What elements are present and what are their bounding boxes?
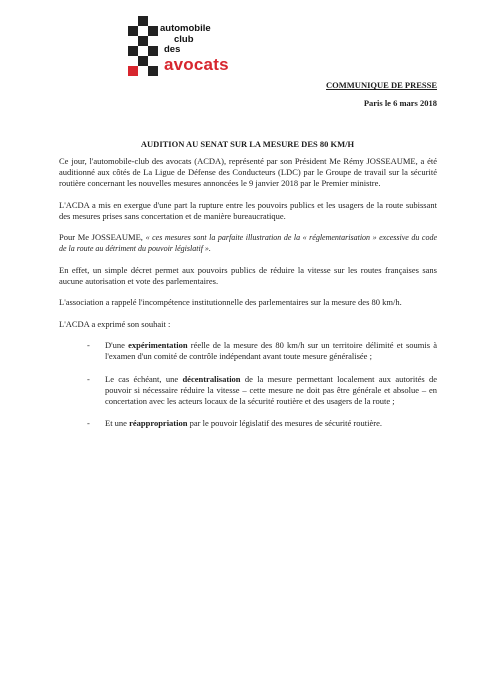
wish-text-before: D'une: [105, 340, 129, 350]
checkered-flag-icon: [128, 16, 158, 76]
wish-keyword: expérimentation: [128, 340, 188, 350]
paragraph-decree: En effet, un simple décret permet aux pouvoirs publics de réduire la vitesse sur les routes françaises sans aucune autorisation et vote des parlementaires.: [59, 264, 437, 286]
paragraph-quote: [59, 232, 437, 254]
logo-line-avocats: avocats: [164, 54, 229, 74]
logo-line-club: club: [174, 33, 194, 45]
paragraph-incompetence: L'association a rappelé l'incompétence institutionnelle des parlementaires sur la mesure des 80 km/h.: [59, 297, 402, 307]
quote-text: « ces mesures sont la parfaite illustration de la « réglementarisation » excessive du code de la route au détriment du pouvoir législatif ».: [59, 233, 437, 253]
quote-intro: Pour Me JOSSEAUME,: [59, 232, 146, 242]
acda-logo: [128, 16, 238, 82]
list-item: [59, 374, 437, 407]
release-date: Paris le 6 mars 2018: [363, 98, 437, 108]
document-body: [59, 156, 437, 441]
paragraph-audition: Ce jour, l'automobile-club des avocats (ACDA), représenté par son Président Me Rémy JOSSEAUME, a été auditionné aux côtés de La Ligue de Défense des Conducteurs (LDC) par le Groupe de travail sur la sécurité routière concernant les nouvelles mesures annoncées le 9 janvier 2018 par le Premier ministre.: [59, 156, 437, 188]
list-item: [59, 418, 437, 429]
wishes-list: [59, 340, 437, 429]
paragraph-wish-intro: L'ACDA a exprimé son souhait :: [59, 318, 171, 329]
list-dash: -: [87, 418, 90, 428]
wish-text-after: de la mesure permettant localement aux autorités de pouvoir si nécessaire réduire la vitesse – cette mesure ne doit pas être générale et absolue – en concertation avec les acteurs locaux de la sécurité routière et des usagers de la route ;: [105, 373, 437, 406]
logo-line-automobile: automobile: [160, 23, 211, 34]
press-release-label: COMMUNIQUE DE PRESSE: [326, 80, 437, 90]
document-title: AUDITION AU SENAT SUR LA MESURE DES 80 KM/H: [140, 139, 355, 149]
wish-text-before: Le cas échéant, une: [105, 373, 183, 384]
wish-text-before: Et une: [105, 418, 130, 428]
wish-text-after: réelle de la mesure des 80 km/h sur un territoire délimité et soumis à l'examen d'un comité de contrôle indépendant avant toute mesure généralisée ;: [105, 340, 437, 361]
list-dash: -: [87, 373, 90, 384]
list-item: [59, 340, 437, 362]
logo-wordmark: [158, 16, 229, 73]
list-dash: -: [87, 340, 90, 350]
wish-keyword: réappropriation: [129, 418, 188, 428]
wish-text-after: par le pouvoir législatif des mesures de sécurité routière.: [187, 418, 382, 428]
wish-keyword: décentralisation: [182, 373, 241, 384]
logo-line-des: des: [164, 44, 181, 55]
paragraph-rupture: L'ACDA a mis en exergue d'une part la rupture entre les pouvoirs publics et les usagers de la route subissant des mesures prises sans concertation et de manière bureaucratique.: [59, 199, 437, 221]
